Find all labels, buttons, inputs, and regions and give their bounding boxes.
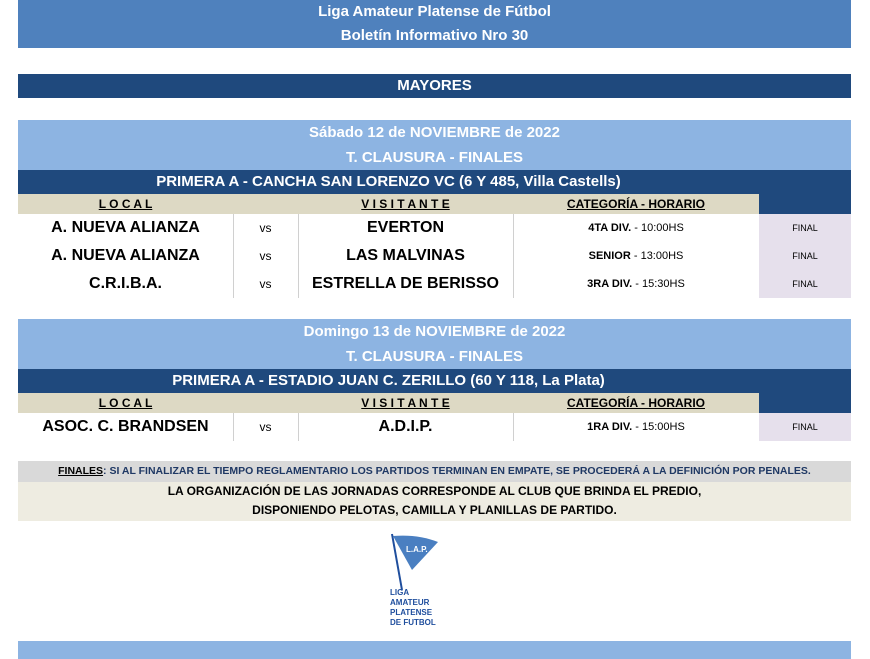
- logo-flag-text: L.A.P.: [406, 545, 428, 554]
- section-title: MAYORES: [18, 74, 851, 98]
- organization-note: [18, 482, 851, 521]
- match-status: FINAL: [759, 242, 851, 270]
- organization-line-2: DISPONIENDO PELOTAS, CAMILLA Y PLANILLAS DE PARTIDO.: [252, 503, 617, 517]
- table-row: [18, 270, 851, 298]
- match-time: - 10:00HS: [631, 222, 684, 234]
- category-time: [513, 242, 759, 270]
- logo-line-3: PLATENSE: [390, 608, 433, 617]
- visitor-team: A.D.I.P.: [378, 418, 433, 435]
- category-label: SENIOR: [588, 250, 631, 262]
- match-time: - 13:00HS: [630, 250, 684, 262]
- visitor-team: EVERTON: [366, 219, 445, 236]
- logo-wordmark: [390, 588, 436, 628]
- logo-line-4: DE FUTBOL: [390, 618, 436, 627]
- venue-bar-extension: [759, 170, 851, 194]
- column-category: CATEGORÍA - HORARIO: [567, 197, 705, 211]
- column-visitor: V I S I T A N T E: [361, 396, 450, 410]
- match-time: - 15:30HS: [632, 278, 685, 290]
- column-header-gap: [759, 393, 851, 413]
- venue-bar-extension: [759, 369, 851, 393]
- table-row: [18, 214, 851, 242]
- venue-bar: PRIMERA A - ESTADIO JUAN C. ZERILLO (60 Y 118, La Plata): [18, 369, 759, 393]
- organization-line-1: LA ORGANIZACIÓN DE LAS JORNADAS CORRESPONDE AL CLUB QUE BRINDA EL PREDIO,: [167, 484, 702, 498]
- tournament-name: T. CLAUSURA - FINALES: [346, 149, 523, 166]
- tournament-name: T. CLAUSURA - FINALES: [346, 348, 523, 365]
- category-label: 1RA DIV.: [587, 421, 633, 433]
- table-row: [18, 242, 851, 270]
- vs-label: vs: [259, 249, 272, 263]
- vs-label: vs: [259, 221, 272, 235]
- vs-label: vs: [259, 277, 272, 291]
- match-time: - 15:00HS: [632, 421, 685, 433]
- finales-note: [18, 461, 851, 482]
- local-team: ASOC. C. BRANDSEN: [42, 418, 209, 435]
- column-header: [18, 194, 851, 214]
- bulletin-number: Boletín Informativo Nro 30: [340, 27, 529, 44]
- venue-bar: PRIMERA A - CANCHA SAN LORENZO VC (6 Y 485, Villa Castells): [18, 170, 759, 194]
- day-date: Sábado 12 de NOVIEMBRE de 2022: [309, 124, 560, 141]
- column-visitor: V I S I T A N T E: [361, 197, 450, 211]
- day-header-sunday: [18, 319, 851, 369]
- column-local: L O C A L: [98, 197, 153, 211]
- logo-line-1: LIGA: [390, 588, 410, 597]
- finales-label: FINALES: [58, 465, 104, 477]
- match-status: FINAL: [759, 270, 851, 298]
- category-label: 3RA DIV.: [587, 278, 633, 290]
- column-header-gap: [759, 194, 851, 214]
- day-date: Domingo 13 de NOVIEMBRE de 2022: [303, 323, 566, 340]
- column-local: L O C A L: [98, 396, 153, 410]
- visitor-team: LAS MALVINAS: [346, 247, 465, 264]
- finales-text: : SI AL FINALIZAR EL TIEMPO REGLAMENTARIO LOS PARTIDOS TERMINAN EN EMPATE, SE PROCEDERÁ A LA DEFINICIÓN POR PENALES.: [103, 465, 811, 477]
- match-status: FINAL: [759, 214, 851, 242]
- bulletin-header: [18, 0, 851, 48]
- vs-label: vs: [259, 420, 272, 434]
- visitor-team: ESTRELLA DE BERISSO: [312, 275, 499, 292]
- column-category: CATEGORÍA - HORARIO: [567, 396, 705, 410]
- category-time: [513, 214, 759, 242]
- category-time: [513, 413, 759, 441]
- local-team: A. NUEVA ALIANZA: [51, 247, 200, 264]
- local-team: C.R.I.B.A.: [89, 275, 162, 292]
- logo-line-2: AMATEUR: [390, 598, 430, 607]
- category-label: 4TA DIV.: [588, 222, 632, 234]
- category-time: [513, 270, 759, 298]
- column-header: [18, 393, 851, 413]
- table-row: [18, 413, 851, 441]
- footer-band: [18, 641, 851, 659]
- local-team: A. NUEVA ALIANZA: [51, 219, 200, 236]
- match-status: FINAL: [759, 413, 851, 441]
- day-header-saturday: [18, 120, 851, 170]
- league-title: Liga Amateur Platense de Fútbol: [318, 3, 551, 20]
